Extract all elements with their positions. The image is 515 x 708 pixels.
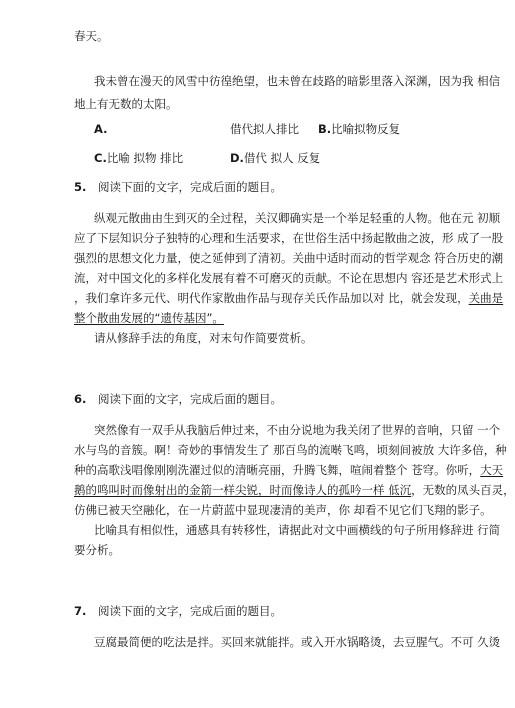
text-line: 我未曾在漫天的风雪中彷徨绝望，也未曾在歧路的暗影里落入深渊，因为我 相信	[94, 74, 501, 88]
text-segment: ，无数的凤头百灵，	[411, 483, 515, 497]
text-segment: 种的高歌浅唱像刚刚洗濯过似的清晰亮丽，升腾飞舞，喧闹着整个 苍穹。你听，	[74, 463, 481, 477]
underlined-text: 关曲是	[468, 291, 504, 305]
text-line: 豆腐最简便的吃法是拌。买回来就能拌。或入开水锅略烫，去豆腥气。不可 久烫	[94, 635, 501, 649]
option-a	[94, 121, 107, 137]
question-instruction: 阅读下面的文字，完成后面的题目。	[98, 392, 283, 406]
underlined-text: 大天	[480, 463, 504, 477]
question-number: 6.	[74, 392, 87, 406]
option-b-label: B.	[318, 122, 332, 136]
text-line: 强烈的思想文化力量，使之延伸到了清初。关曲中适时而动的哲学观念 符合历史的潮	[74, 251, 504, 265]
question-prompt: 请从修辞手法的角度，对末句作简要赏析。	[94, 331, 313, 345]
option-c	[94, 150, 183, 166]
text-line: 纵观元散曲由生到灭的全过程，关汉卿确实是一个举足轻重的人物。他在元 初顺	[94, 211, 501, 225]
option-a-label: A.	[94, 122, 108, 136]
question-7-heading	[74, 603, 282, 619]
text-segment: ，我们拿许多元代、明代作家散曲作品与现存关氏作品加以对 比，就会发现，	[74, 291, 469, 305]
text-line: 突然像有一双手从我脑后伸过来，不由分说地为我关闭了世界的音响，只留 一个	[94, 423, 501, 437]
text-line: 应了下层知识分子独特的心理和生活要求，在世俗生活中扬起散曲之波，形 成了一股	[74, 231, 504, 245]
text-line: 地上有无数的太阳。	[74, 97, 178, 111]
text-line: 仿佛已被天空融化，在一片蔚蓝中显现凄清的美声，你 却看不见它们飞翔的影子。	[74, 503, 492, 517]
option-a-text: 借代拟人排比	[230, 122, 299, 136]
text-line	[74, 482, 515, 498]
underlined-text: 鹅的鸣叫时而像射出的金箭一样尖锐，时而像诗人的孤吟一样 低沉	[74, 483, 412, 497]
text-line: 春天。	[74, 29, 109, 43]
text-line: 水与鸟的音簇。啊！奇妙的事情发生了 那百鸟的流啭飞鸣，顷刻间被放 大许多倍，种	[74, 443, 507, 457]
question-prompt: 比喻具有相似性，通感具有转移性，请据此对文中画横线的句子所用修辞进 行简	[94, 523, 501, 537]
option-d-text: 借代 拟人 反复	[243, 151, 321, 165]
option-d	[230, 150, 320, 166]
question-6-heading	[74, 391, 282, 407]
option-b	[318, 121, 400, 137]
option-c-text: 比喻 拟物 排比	[106, 151, 184, 165]
underlined-text: 整个散曲发展的“遗传基因”。	[74, 311, 224, 325]
text-line: 流，对中国文化的多样化发展有着不可磨灭的贡献。不论在思想内 容还是艺术形式上	[74, 271, 504, 285]
question-number: 5.	[74, 180, 87, 194]
question-number: 7.	[74, 604, 87, 618]
text-line	[74, 462, 503, 478]
option-b-text: 比喻拟物反复	[331, 122, 401, 136]
question-prompt: 要分析。	[74, 543, 120, 557]
question-instruction: 阅读下面的文字，完成后面的题目。	[98, 604, 283, 618]
question-instruction: 阅读下面的文字，完成后面的题目。	[98, 180, 283, 194]
text-line	[74, 290, 503, 306]
question-5-heading	[74, 179, 282, 195]
option-c-label: C.	[94, 151, 107, 165]
option-d-label: D.	[230, 151, 244, 165]
